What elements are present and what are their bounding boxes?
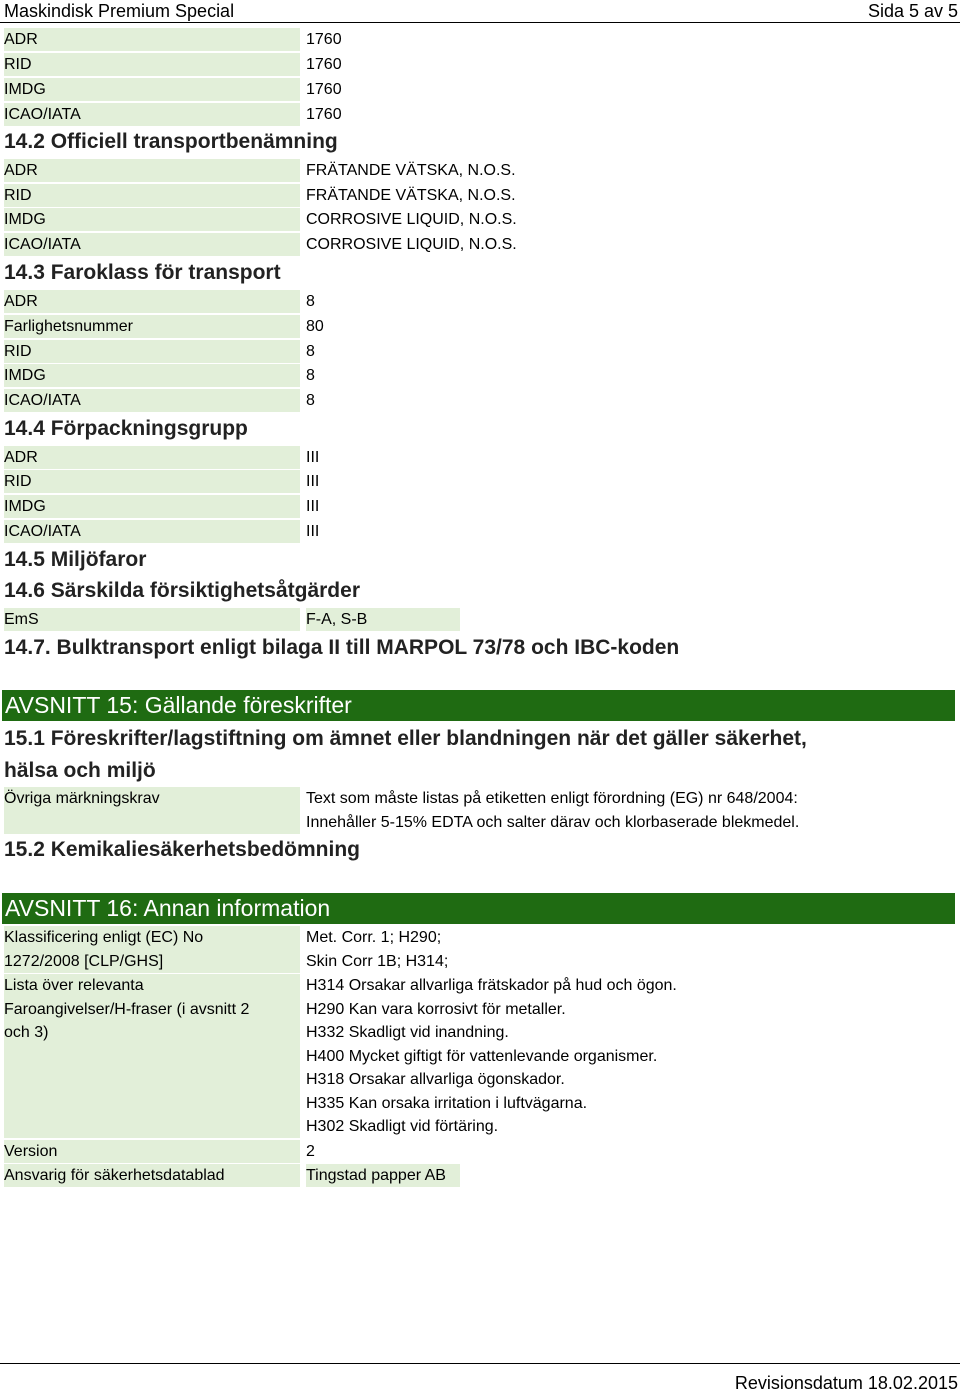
row-label: Ansvarig för säkerhetsdatablad [4, 1164, 300, 1187]
row-label: RID [4, 470, 300, 493]
h-phrase: H318 Orsakar allvarliga ögonskador. [306, 1071, 565, 1088]
row-label: ICAO/IATA [4, 520, 300, 543]
row-value: 8 [306, 367, 315, 384]
h-phrase: H332 Skadligt vid inandning. [306, 1024, 509, 1041]
row-value: III [306, 523, 320, 540]
row-value [306, 926, 448, 973]
row-value: 1760 [306, 56, 342, 73]
h-phrase: H302 Skadligt vid förtäring. [306, 1118, 499, 1135]
section-heading-15-1-line1: 15.1 Föreskrifter/lagstiftning om ämnet eller blandningen när det gäller säkerhet, [4, 727, 807, 750]
row-value: III [306, 473, 320, 490]
row-value: FRÄTANDE VÄTSKA, N.O.S. [306, 162, 516, 179]
row-label: ADR [4, 446, 300, 469]
row-value: 80 [306, 318, 324, 335]
revision-date: Revisionsdatum 18.02.2015 [734, 1373, 958, 1393]
row-label [4, 974, 300, 1138]
row-value: 8 [306, 343, 315, 360]
h-phrase: H314 Orsakar allvarliga frätskador på hud och ögon. [306, 977, 677, 994]
page-header [0, 0, 960, 23]
klass-label-line: 1272/2008 [CLP/GHS] [4, 952, 164, 970]
section-heading-14-4: 14.4 Förpackningsgrupp [4, 417, 248, 440]
section-heading-15-2: 15.2 Kemikaliesäkerhetsbedömning [4, 838, 360, 861]
row-label: IMDG [4, 208, 300, 231]
lista-label-line: och 3) [4, 1024, 49, 1041]
lista-label-line: Lista över relevanta [4, 977, 144, 994]
row-label: RID [4, 184, 300, 207]
h-phrase: H290 Kan vara korrosivt för metaller. [306, 1000, 566, 1018]
section-banner-16: AVSNITT 16: Annan information [2, 893, 955, 924]
row-label: RID [4, 53, 300, 76]
footer-divider [0, 1363, 960, 1364]
section-heading-15-1-line2: hälsa och miljö [4, 759, 156, 782]
row-value: 8 [306, 392, 315, 409]
lista-label-line: Faroangivelser/H-fraser (i avsnitt 2 [4, 1000, 250, 1018]
row-label: Version [4, 1140, 300, 1163]
row-value: Tingstad papper AB [306, 1164, 460, 1187]
klass-label-line: Klassificering enligt (EC) No [4, 929, 204, 946]
row-value: III [306, 498, 320, 515]
document-title: Maskindisk Premium Special [4, 1, 235, 21]
row-label: ICAO/IATA [4, 103, 300, 126]
row-value: CORROSIVE LIQUID, N.O.S. [306, 236, 517, 253]
h-phrase: H335 Kan orsaka irritation i luftvägarna. [306, 1094, 588, 1112]
row-value: 1760 [306, 106, 342, 123]
section-heading-14-5: 14.5 Miljöfaror [4, 548, 147, 571]
row-label: ICAO/IATA [4, 233, 300, 256]
h-phrase: H400 Mycket giftigt för vattenlevande organismer. [306, 1047, 658, 1065]
row-label [4, 926, 300, 973]
ovriga-line: Text som måste listas på etiketten enligt förordning (EG) nr 648/2004: [306, 790, 798, 807]
row-value: 1760 [306, 81, 342, 98]
row-value: FRÄTANDE VÄTSKA, N.O.S. [306, 187, 516, 204]
row-label: EmS [4, 608, 300, 631]
row-label: ADR [4, 28, 300, 51]
row-value: CORROSIVE LIQUID, N.O.S. [306, 211, 517, 228]
row-value: III [306, 449, 320, 466]
h-phrase-list [306, 974, 677, 1139]
section-heading-14-7: 14.7. Bulktransport enligt bilaga II till MARPOL 73/78 och IBC-koden [4, 636, 680, 659]
row-label [4, 787, 300, 834]
ovriga-label: Övriga märkningskrav [4, 790, 160, 807]
row-value: F-A, S-B [306, 608, 460, 631]
row-value: 1760 [306, 31, 342, 48]
row-label: IMDG [4, 495, 300, 518]
section-banner-15: AVSNITT 15: Gällande föreskrifter [2, 690, 955, 721]
row-label: ADR [4, 290, 300, 313]
section-heading-14-6: 14.6 Särskilda försiktighetsåtgärder [4, 579, 360, 602]
row-label: ADR [4, 159, 300, 182]
row-label: RID [4, 340, 300, 363]
row-label: IMDG [4, 78, 300, 101]
page-number: Sida 5 av 5 [867, 1, 958, 21]
klass-value-line: Met. Corr. 1; H290; [306, 929, 442, 946]
row-value: 2 [306, 1143, 315, 1160]
section-heading-14-2: 14.2 Officiell transportbenämning [4, 130, 338, 153]
section-heading-14-3: 14.3 Faroklass för transport [4, 261, 281, 284]
ovriga-line: Innehåller 5-15% EDTA och salter därav och klorbaserade blekmedel. [306, 813, 800, 831]
row-label: IMDG [4, 364, 300, 387]
row-value [306, 787, 799, 834]
row-label: Farlighetsnummer [4, 315, 300, 338]
row-value: 8 [306, 293, 315, 310]
row-label: ICAO/IATA [4, 389, 300, 412]
klass-value-line: Skin Corr 1B; H314; [306, 952, 449, 970]
